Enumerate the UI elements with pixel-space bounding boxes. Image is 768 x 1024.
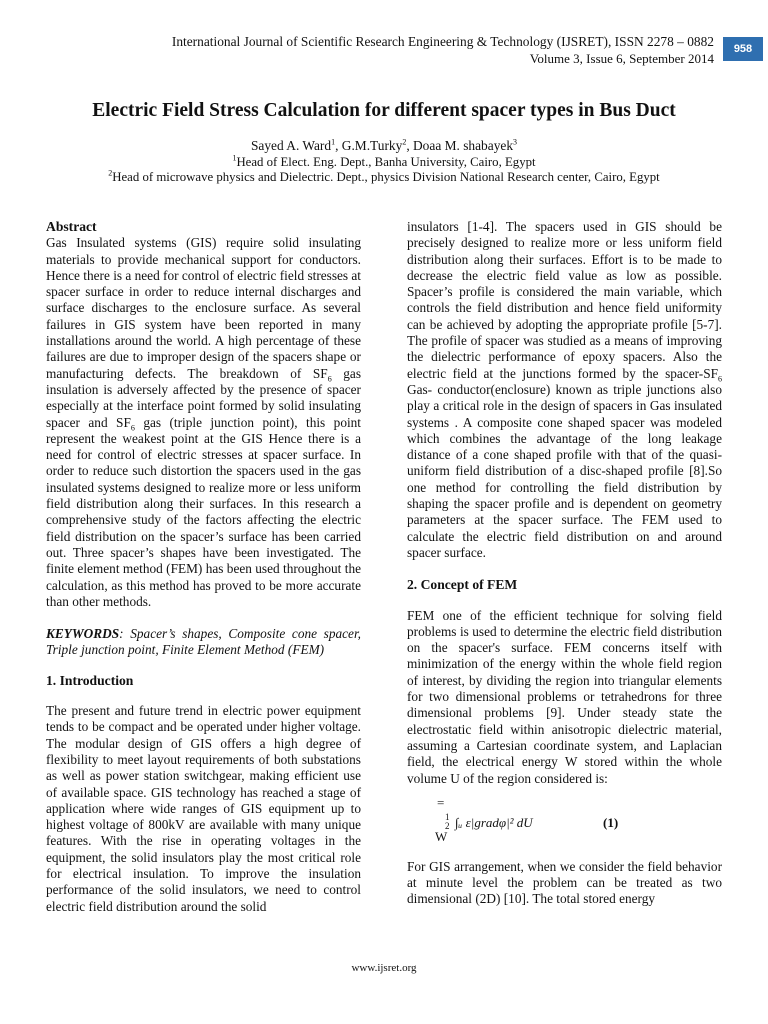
equation-fraction: [445, 813, 450, 831]
sf6-sub: 6: [718, 374, 722, 384]
intro-continued-text: [407, 219, 722, 561]
fem-text-2: For GIS arrangement, when we consider the field behavior at minute level the problem can be treated as two dimensional (2D) [10]. The total stored energy: [407, 858, 722, 907]
equation-number: (1): [603, 814, 619, 830]
affiliation-1-text: Head of Elect. Eng. Dept., Banha University, Cairo, Egypt: [236, 155, 536, 169]
footer-url: www.ijsret.org: [351, 962, 417, 974]
author-1: Sayed A. Ward: [250, 138, 332, 153]
right-column: [407, 219, 722, 908]
intro-continued-b: Gas- conductor(enclosure) known as triple junctions also play a critical role in the design of spacers in Gas insulated systems . A composite cone shaped spacer was modeled which combines the advantage of the long leakage distance of a cone shaped profile with that of the quasi-uniform field distribution of a disc-shaped profile [8].So one method for controlling the field distribution by shaping the spacer profile and is dependent on geometry parameters at the spacer surface. The FEM used to calculate the electric field distribution on and around spacer surface.: [407, 381, 722, 560]
equation-w: W: [435, 828, 448, 844]
sf6-sub: 6: [130, 423, 135, 433]
equation-equals: =: [437, 794, 445, 810]
affiliation-2-sup: 2: [108, 168, 113, 178]
author-2-sup: 2: [402, 137, 407, 147]
abstract-heading: Abstract: [46, 219, 97, 234]
journal-header: International Journal of Scientific Research Engineering & Technology (IJSRET), ISSN 2278 – 0882: [171, 34, 714, 49]
abstract-text-a: Gas Insulated systems (GIS) require solid insulating materials to provide mechanical support for conductors. Hence there is a need for control of electric field stresses at spacer surface in order to reduce internal discharges and surface discharges to the enclosure surface. As several failures in GIS system have been reported in many installations around the world. A high percentage of these failures are due to improper design of the spacers shape or manufacturing defects. The breakdown of SF: [46, 235, 361, 381]
volume-info: Volume 3, Issue 6, September 2014: [529, 51, 714, 66]
fraction-denominator: 2: [445, 820, 450, 831]
affiliation-2-text: Head of microwave physics and Dielectric. Dept., physics Division National Research center, Cairo, Egypt: [112, 170, 660, 184]
paper-title: Electric Field Stress Calculation for different spacer types in Bus Duct: [92, 100, 676, 121]
abstract-text-b: gas insulation is adversely affected by the presence of spacer especially at the interface point formed by solid insulating spacer and SF: [46, 365, 361, 430]
sf6-sub: 6: [327, 374, 332, 384]
affiliation-2: [0, 170, 768, 185]
fem-heading: 2. Concept of FEM: [407, 577, 518, 593]
page-number-badge: 958: [723, 37, 763, 61]
abstract-text-c: gas (triple junction point), this point represent the weakest point at the GIS Hence there is a need for control of electric stresses at spacer surface. In order to reduce such distortion the spacers used in the gas insulated systems designed to realize more or less uniform field distribution along their surfaces. In this research a comprehensive study of the factors affecting the electric field distribution on the spacer’s surface has been carried out. Three spacer’s shapes have been investigated. The finite element method (FEM) has been used throughout the calculation, as this method has proved to be more accurate than other methods.: [46, 414, 362, 609]
authors: [0, 138, 768, 154]
abstract-text: [46, 235, 361, 610]
author-2: , G.M.Turky: [335, 138, 403, 153]
keywords: [46, 626, 361, 659]
fem-text: FEM one of the efficient technique for solving field problems is used to determine the electric field distribution on the spacer's surface. FEM concerns itself with minimization of the energy within the whole field region of interest, by dividing the region into triangular elements for two dimensional problems or tetrahedrons for three dimensional problems [9]. Under steady state the electrostatic field within anisotropic dielectric material, assuming a Cartesian coordinate system, and Laplacian field, the electrical energy W stored within the whole volume U of the region considered is:: [407, 607, 722, 786]
author-1-sup: 1: [331, 137, 336, 147]
fraction-numerator: 1: [445, 811, 450, 822]
keywords-label: KEYWORDS: [46, 626, 120, 642]
author-3: , Doaa M. shabayek: [406, 138, 514, 153]
intro-text: The present and future trend in electric power equipment tends to be compact and be operated under higher voltage. The modular design of GIS offers a high degree of flexibility to meet layout requirements of both substations as well as power station switchgear, making efficient use of available space. GIS technology has reached a stage of application where wide ranges of GIS equipment up to highest voltage of 800kV are available with many unique features. With the rise in operating voltages in the equipment, the solid insulators play the most critical role for electrical insulation. To improve the insulation performance of the solid insulators, we need to control electric field distribution around the solid: [46, 703, 361, 914]
keywords-text: : Spacer’s shapes, Composite cone spacer, Triple junction point, Finite Element Method (FEM): [46, 626, 361, 658]
equation-1: [407, 795, 722, 859]
author-3-sup: 3: [513, 137, 518, 147]
intro-heading: 1. Introduction: [46, 672, 134, 688]
left-column: [46, 219, 361, 915]
intro-continued-a: insulators [1-4]. The spacers used in GIS should be precisely designed to realize more or less uniform field distribution along their surfaces. Effort is to be made to decrease the electric field value as low as possible. Spacer’s profile is considered the main variable, which controls the field distribution and hence field uniformity can be achieved by adopting the appropriate profile [5-7]. The profile of spacer was studied as a means of improving the dielectric performance of epoxy spacers. Also the electric field at the junctions formed by the spacer-SF: [407, 219, 722, 381]
affiliation-1: [0, 155, 768, 170]
affiliation-1-sup: 1: [232, 153, 237, 163]
equation-body: ∫ᵤ ε|gradφ|² dU: [455, 814, 533, 830]
